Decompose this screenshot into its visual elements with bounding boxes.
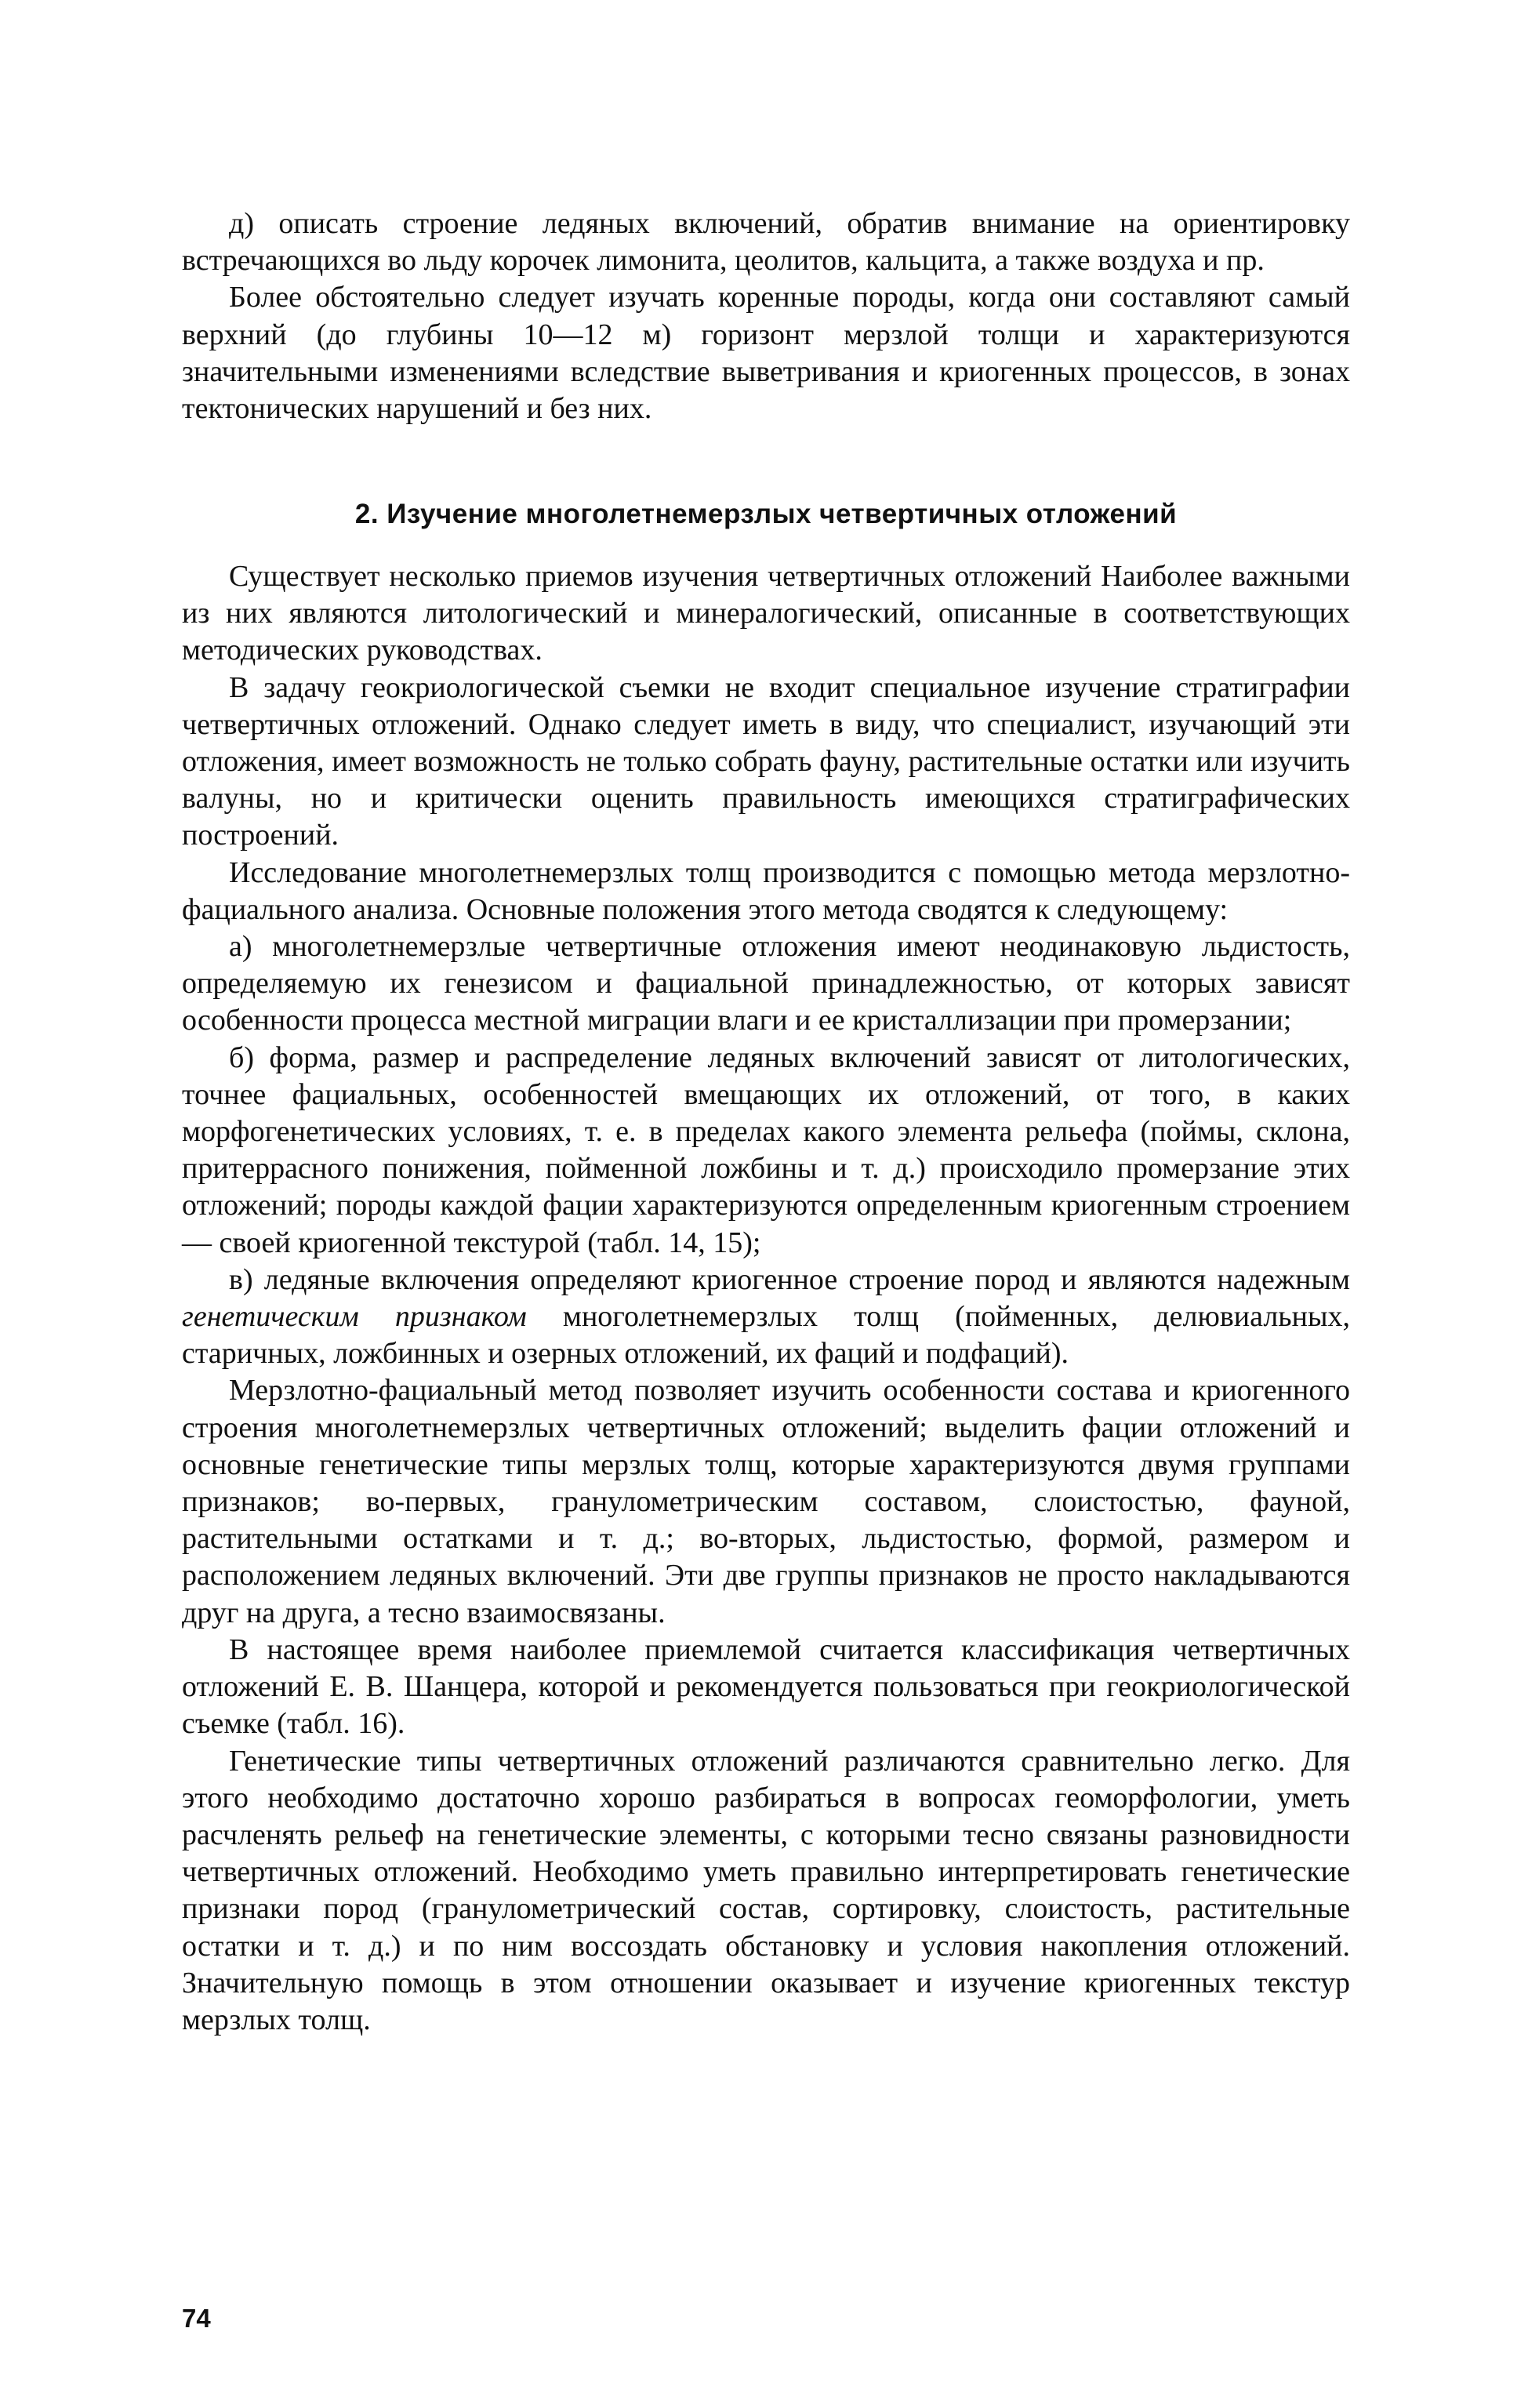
paragraph-method-scope: Мерзлотно-фациальный метод позволяет изучить особенности состава и криогенного строения многолетнемерзлых четвертичных отложений; выделить фации отложений и основные генетические типы мерзлых толщ, которые характеризуются двумя группами признаков; во-первых, гранулометрическим составом, слоистостью, фауной, растительными остатками и т. д.; во-вторых, льдистостью, формой, размером и расположением ледяных включений. Эти две группы признаков не просто накладываются друг на друга, а тесно взаимосвязаны. [182, 1374, 1350, 1629]
paragraph-item-b: б) форма, размер и распределение ледяных включений зависят от литологических, точнее фациальных, особенностей вмещающих их отложений, от того, в каких морфогенетических условиях, т. е. в пределах какого элемента рельефа (поймы, склона, притеррасного понижения, пойменной ложбины и т. д.) происходило промерзание этих отложений; породы каждой фации характеризуются определенным криогенным строением — своей криогенной текстурой (табл. 14, 15); [182, 1041, 1350, 1259]
main-text-block [182, 558, 1350, 2039]
item-v-text-start: в) ледяные включения определяют криогенное строение пород и являются надежным [229, 1262, 1350, 1296]
paragraph-bedrock: Более обстоятельно следует изучать коренные породы, когда они составляют самый верхний (до глубины 10—12 м) горизонт мерзлой толщи и характеризуются значительными изменениями вследствие выветривания и криогенных процессов, в зонах тектонических нарушений и без них. [182, 281, 1350, 426]
paragraph-stratigraphy: В задачу геокриологической съемки не входит специальное изучение стратиграфии четвертичных отложений. Однако следует иметь в виду, что специалист, изучающий эти отложения, имеет возможность не только собрать фауну, растительные остатки или изучить валуны, но и критически оценить правильность имеющихся стратиграфических построений. [182, 670, 1350, 852]
paragraph-classification: В настоящее время наиболее приемлемой считается классификация четвертичных отложений Е. В. Шанцера, которой и рекомендуется пользоваться при геокриологической съемке (табл. 16). [182, 1633, 1350, 1741]
paragraph-item-a: а) многолетнемерзлые четвертичные отложения имеют неодинаковую льдистость, определяемую их генезисом и фациальной принадлежностью, от которых зависят особенности процесса местной миграции влаги и ее кристаллизации при промерзании; [182, 930, 1350, 1037]
paragraph-item-v [182, 1262, 1350, 1373]
top-text-block [182, 205, 1350, 427]
paragraph-ice-inclusions: д) описать строение ледяных включений, обратив внимание на ориентировку встречающихся во льду корочек лимонита, цеолитов, кальцита, а также воздуха и пр. [182, 207, 1350, 278]
paragraph-facies-analysis: Исследование многолетнемерзлых толщ производится с помощью метода мерзлотно-фациального анализа. Основные положения этого метода сводятся к следующему: [182, 855, 1350, 926]
item-v-text-end: многолетнемерзлых толщ (пойменных, делювиальных, старичных, ложбинных и озерных отложений, их фаций и подфаций). [182, 1300, 1350, 1371]
page-number: 74 [182, 2304, 211, 2333]
paragraph-genetic-types: Генетические типы четвертичных отложений различаются сравнительно легко. Для этого необходимо достаточно хорошо разбираться в вопросах геоморфологии, уметь расчленять рельеф на генетические элементы, с которыми тесно связаны разновидности четвертичных отложений. Необходимо уметь правильно интерпретировать генетические признаки пород (гранулометрический состав, сортировку, слоистость, растительные остатки и т. д.) и по ним воссоздать обстановку и условия накопления отложений. Значительную помощь в этом отношении оказывает и изучение криогенных текстур мерзлых толщ. [182, 1744, 1350, 2036]
paragraph-methods: Существует несколько приемов изучения четвертичных отложений Наиболее важными из них являются литологический и минералогический, описанные в соответствующих методических руководствах. [182, 560, 1350, 667]
item-v-emphasis: генетическим признаком [182, 1300, 527, 1334]
section-heading: 2. Изучение многолетнемерзлых четвертичных отложений [354, 499, 1178, 529]
